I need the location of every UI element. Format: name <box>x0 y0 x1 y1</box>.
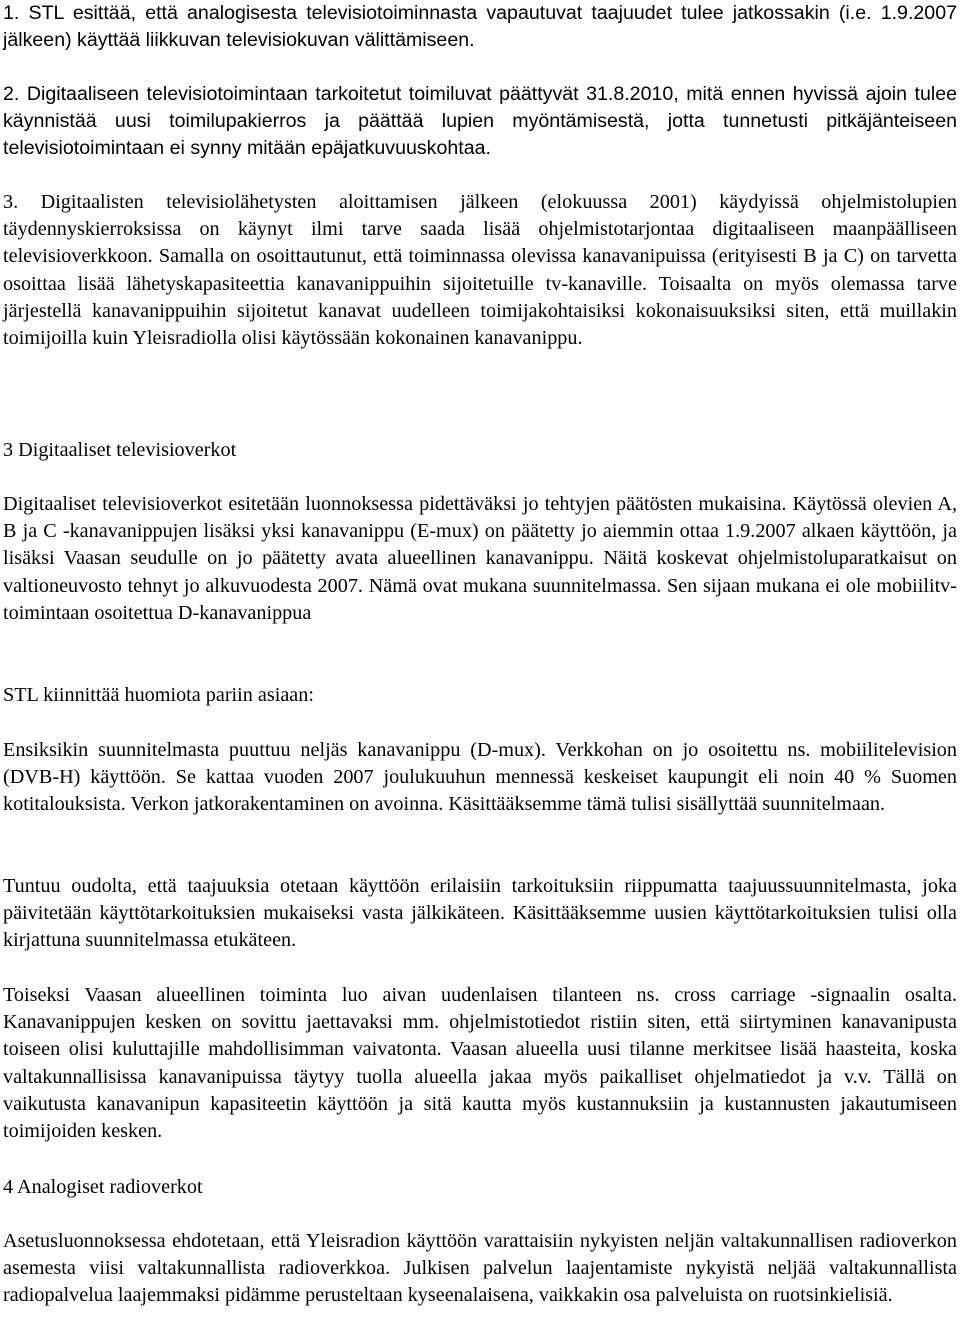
section3-paragraph-3: Ensiksikin suunnitelmasta puuttuu neljäs kanavanippu (D-mux). Verkkohan on jo osoitettu ns. mobiilitelevision (DVB-H) käyttöön. Se kattaa vuoden 2007 joulukuuhun mennessä keskeiset kaupungit eli noin 40 % Suomen kotitalouksista. Verkon jatkorakentaminen on avoinna. Käsittääksemme tämä tulisi sisällyttää suunnitelmaan. <box>3 739 957 816</box>
section3-paragraph-5: Toiseksi Vaasan alueellinen toiminta luo aivan uudenlaisen tilanteen ns. cross carriage -signaalin osalta. Kanavanippujen kesken on sovittu jaettavaksi mm. ohjelmistotiedot ristiin siten, että siirtyminen kanavanipusta toiseen olisi kuluttajille mahdollisimman vaivatonta. Vaasan alueella uusi tilanne merkitsee lisää haasteita, koska valtakunnallisissa kanavanipuissa täytyy tuolla alueella jakaa myös paikalliset ohjelmatiedot ja v.v. Tällä on vaikutusta kanavanipun kapasiteetin käyttöön ja sitä kautta myös kustannuksiin ja kustannusten jakautumiseen toimijoiden kesken. <box>3 984 957 1143</box>
numbered-item-2: 2. Digitaaliseen televisiotoimintaan tarkoitetut toimiluvat päättyvät 31.8.2010, mitä ennen hyvissä ajoin tulee käynnistää uusi toimilupakierros ja päättää lupien myöntämisestä, jotta tunnetusti pitkäjänteiseen televisiotoimintaan ei synny mitään epäjatkuvuuskohtaa. <box>3 83 957 160</box>
section3-paragraph-2: STL kiinnittää huomiota pariin asiaan: <box>3 684 314 706</box>
section3-paragraph-4: Tuntuu oudolta, että taajuuksia otetaan käyttöön erilaisiin tarkoituksiin riippumatta taajuussuunnitelmasta, joka päivitetään käyttötarkoituksien mukaiseksi vasta jälkikäteen. Käsittääksemme uusien käyttötarkoituksien tulisi olla kirjattuna suunnitelmassa etukäteen. <box>3 875 957 952</box>
numbered-item-3: 3. Digitaalisten televisiolähetysten aloittamisen jälkeen (elokuussa 2001) käydyissä ohjelmistolupien täydennyskierroksissa on käynyt ilmi tarve saada lisää ohjelmistotarjontaa digitaaliseen maanpäälliseen televisioverkkoon. Samalla on osoittautunut, että toiminnassa olevissa kanavanipuissa (erityisesti B ja C) on tarvetta osoittaa lisää lähetyskapasiteettia kanavanippuihin sijoitetuille tv-kanaville. Toisaalta on myös olemassa tarve järjestellä kanavanippuihin sijoitetut kanavat uudelleen toimijakohtaisiksi kokonaisuuksiksi siten, että muillakin toimijoilla kuin Yleisradiolla olisi käytössään kokonainen kanavanippu. <box>3 191 957 350</box>
numbered-item-1: 1. STL esittää, että analogisesta televisiotoiminnasta vapautuvat taajuudet tulee jatkossakin (i.e. 1.9.2007 jälkeen) käyttää liikkuvan televisiokuvan välittämiseen. <box>3 2 957 52</box>
section4-paragraph-1: Asetusluonnoksessa ehdotetaan, että Yleisradion käyttöön varattaisiin nykyisten neljän valtakunnallisen radioverkon asemesta viisi valtakunnallista radioverkkoa. Julkisen palvelun laajentamiste nykyistä neljää valtakunnallista radiopalvelua laajemmaksi pidämme perusteltaan kyseenalaisena, vaikkakin osa palveluista on ruotsinkielisiä. <box>3 1230 957 1307</box>
section3-paragraph-1: Digitaaliset televisioverkot esitetään luonnoksessa pidettäväksi jo tehtyjen päätösten mukaisina. Käytössä olevien A, B ja C -kanavanippujen lisäksi yksi kanavanippu (E-mux) on päätetty jo aiemmin ottaa 1.9.2007 alkaen käyttöön, ja lisäksi Vaasan seudulle on jo päätetty avata alueellinen kanavanippu. Näitä koskevat ohjelmistoluparatkaisut on valtioneuvosto tehnyt jo alkuvuodesta 2007. Nämä ovat mukana suunnitelmassa. Sen sijaan mukana ei ole mobiilitv-toimintaan osoitettua D-kanavanippua <box>3 493 957 624</box>
section-heading-4: 4 Analogiset radioverkot <box>3 1176 203 1198</box>
section-heading-3: 3 Digitaaliset televisioverkot <box>3 439 237 461</box>
